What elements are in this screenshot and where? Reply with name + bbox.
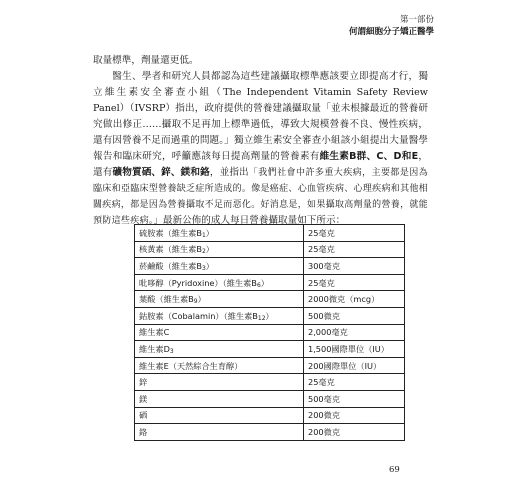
nutrient-name-text: 鎂: [139, 393, 148, 404]
page-number: 69: [389, 465, 400, 475]
nutrient-name: [135, 241, 304, 258]
nutrient-amount: 25毫克: [304, 274, 405, 291]
nutrient-name-text: 硒: [139, 410, 148, 421]
nutrient-subscript: 3: [201, 264, 206, 272]
table-row: [135, 407, 405, 424]
paragraph-1-text: 醫生、學者和研究人員都認為這些建議攝取標準應該要立即提高才行，獨立維生素安全審查小組（The Independent Vitamin Safety Review Panel）（IVSRP）指出，政府提供的營養建議攝取量「並未根據最近的營養研究做出修正……攝取不足再加上標準過低，導致大規模營養不良、慢性疾病，還有因營養不足而過重的問題。」獨立維生素安全審查小組該小組提出大量醫學報告和臨床研究，呼籲應該每日提高劑量的營養素有: [93, 71, 428, 162]
vitamins-bold: 維生素B群、C、D和E: [319, 151, 419, 162]
paragraph-0: 取量標準，劑量還更低。: [93, 55, 199, 66]
header-subtitle: 何謂細胞分子矯正醫學: [348, 27, 434, 37]
nutrient-amount: 300毫克: [304, 258, 405, 275]
table-row: [135, 424, 405, 441]
nutrient-name: [135, 291, 304, 308]
nutrient-name: [135, 424, 304, 441]
nutrient-subscript: 1: [201, 231, 206, 239]
nutrient-name: [135, 390, 304, 407]
table-row: [135, 374, 405, 391]
table-row: [135, 307, 405, 324]
nutrient-name-text: 鈷胺素（Cobalamin）（維生素B: [139, 310, 258, 321]
nutrient-subscript: 3: [169, 347, 174, 355]
table-row: [135, 324, 405, 341]
nutrient-subscript: 12: [257, 314, 266, 322]
nutrient-name: [135, 407, 304, 424]
nutrient-name: [135, 324, 304, 341]
nutrient-amount: 1,500國際單位（IU）: [304, 341, 405, 358]
nutrient-name: [135, 225, 304, 242]
nutrient-amount: 25毫克: [304, 374, 405, 391]
nutrient-name-close: ）: [260, 277, 269, 288]
table-row: [135, 291, 405, 308]
nutrient-amount: 200微克: [304, 424, 405, 441]
nutrient-amount: 2000微克（mcg）: [304, 291, 405, 308]
nutrient-name-text: 硫胺素（維生素B: [139, 227, 202, 238]
table-row: [135, 225, 405, 242]
nutrient-name-close: ）: [205, 227, 214, 238]
daily-intake-table-body: [135, 225, 405, 441]
panel-quote: 「我們社會中許多重大疾病，主要都是因為臨床和亞臨床型營養缺乏症所造成的。像是癌症、心血管疾病、心理疾病和其他相關疾病，都是因為營養攝取不足而惡化。好消息是，如果攝取高劑量的營養，就能預防這些疾病。」: [93, 168, 429, 226]
body-text: [93, 53, 428, 229]
header-part: 第一部份: [399, 15, 434, 25]
nutrient-name-text: 維生素D: [139, 343, 170, 354]
table-row: [135, 390, 405, 407]
nutrient-amount: 500微克: [304, 307, 405, 324]
table-row: [135, 274, 405, 291]
paragraph-1: [93, 69, 428, 229]
nutrient-amount: 25毫克: [304, 241, 405, 258]
table-row: [135, 341, 405, 358]
nutrient-name-close: ）: [197, 294, 206, 305]
nutrient-name-close: ）: [205, 260, 214, 271]
nutrient-subscript: 6: [256, 281, 261, 289]
paragraph-1-mid: ，還有: [93, 151, 429, 178]
nutrient-name-text: 鋅: [139, 377, 148, 388]
table-row: [135, 241, 405, 258]
nutrient-amount: 200國際單位（IU）: [304, 357, 405, 374]
nutrient-subscript: 9: [193, 298, 198, 306]
nutrient-name-close: ）: [205, 244, 214, 255]
table-row: [135, 258, 405, 275]
table-row: [135, 357, 405, 374]
paragraph-1-tail: 最新公佈的成人每日營養攝取量如下所示：: [162, 215, 346, 226]
nutrient-name-text: 維生素E（天然綜合生育醇）: [139, 360, 243, 371]
paragraph-1-end: ，並指出: [209, 167, 249, 178]
nutrient-name: [135, 274, 304, 291]
running-header: [349, 14, 434, 38]
minerals-bold: 礦物質硒、鋅、鎂和鉻: [112, 167, 210, 178]
nutrient-name-text: 吡哆醇（Pyridoxine）（維生素B: [139, 277, 257, 288]
nutrient-name-text: 核黃素（維生素B: [139, 244, 202, 255]
nutrient-name-text: 葉酸（維生素B: [139, 294, 194, 305]
nutrient-amount: 25毫克: [304, 225, 405, 242]
nutrient-amount: 500毫克: [304, 390, 405, 407]
nutrient-subscript: 2: [201, 248, 206, 256]
nutrient-name: [135, 307, 304, 324]
nutrient-amount: 200微克: [304, 407, 405, 424]
daily-intake-table: [134, 224, 405, 441]
nutrient-name: [135, 258, 304, 275]
nutrient-name: [135, 357, 304, 374]
nutrient-amount: 2,000毫克: [304, 324, 405, 341]
nutrient-name-close: ）: [265, 310, 274, 321]
nutrient-name: [135, 341, 304, 358]
nutrient-name-text: 菸鹼酸（維生素B: [139, 260, 202, 271]
nutrient-name-text: 維生素C: [139, 327, 170, 338]
nutrient-name: [135, 374, 304, 391]
nutrient-name-text: 鉻: [139, 426, 148, 437]
